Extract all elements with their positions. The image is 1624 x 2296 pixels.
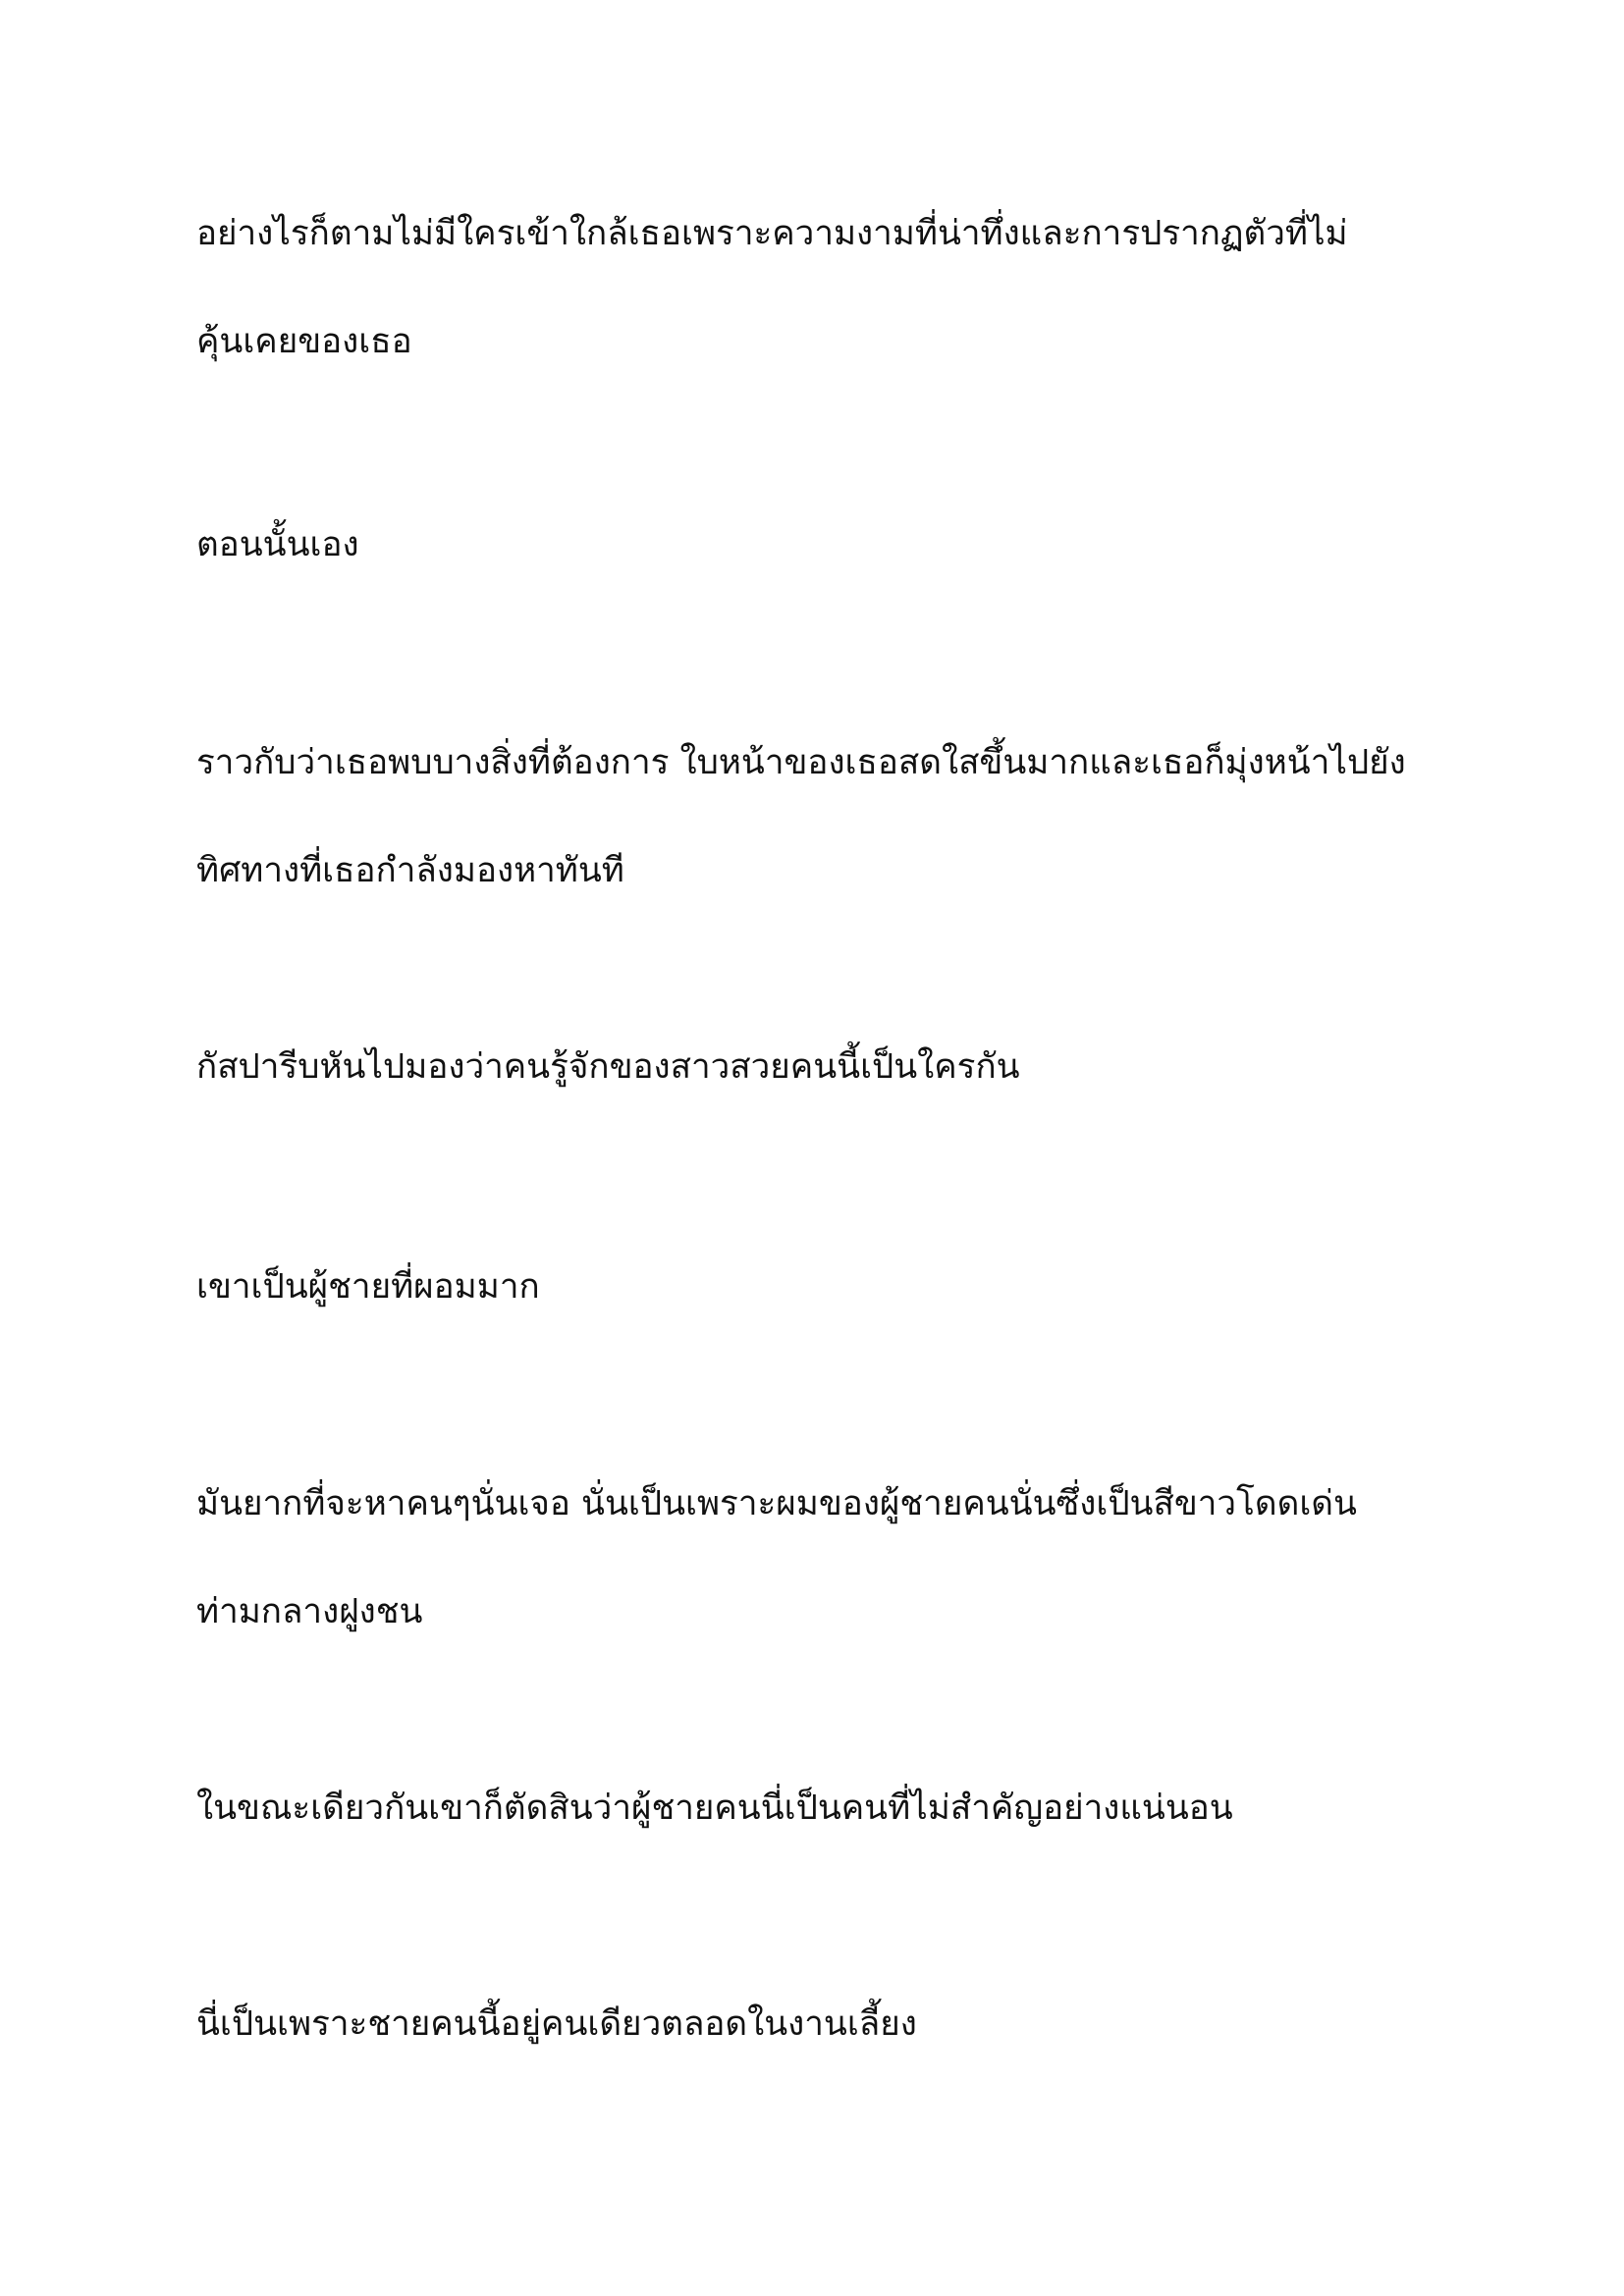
paragraph: นี่เป็นเพราะชายคนนี้อยู่คนเดียวตลอดในงานเลี้ยง	[196, 2004, 917, 2044]
paragraph: ตอนนั้นเอง	[196, 525, 359, 564]
paragraph: อย่างไรก็ตามไม่มีใครเข้าใกล้เธอเพราะความงามที่น่าทึ่งและการปรากฏตัวที่ไม่ คุ้นเคยของเธอ	[196, 214, 1348, 361]
paragraph: เขาเป็นผู้ชายที่ผอมมาก	[196, 1267, 540, 1307]
paragraph: มันยากที่จะหาคนๆนั่นเจอ นั่นเป็นเพราะผมของผู้ชายคนนั่นซึ่งเป็นสีขาวโดดเด่น ท่ามกลางฝูงชน	[196, 1484, 1357, 1631]
paragraph: ในขณะเดียวกันเขาก็ตัดสินว่าผู้ชายคนนี่เป็นคนที่ไม่สำคัญอย่างแน่นอน	[196, 1789, 1233, 1828]
paragraph: ราวกับว่าเธอพบบางสิ่งที่ต้องการ ใบหน้าของเธอสดใสขึ้นมากและเธอก็มุ่งหน้าไปยัง ทิศทางที่เธอกำลังมองหาทันที	[196, 743, 1406, 890]
paragraph: กัสปารีบหันไปมองว่าคนรู้จักของสาวสวยคนนี้เป็นใครกัน	[196, 1047, 1020, 1087]
